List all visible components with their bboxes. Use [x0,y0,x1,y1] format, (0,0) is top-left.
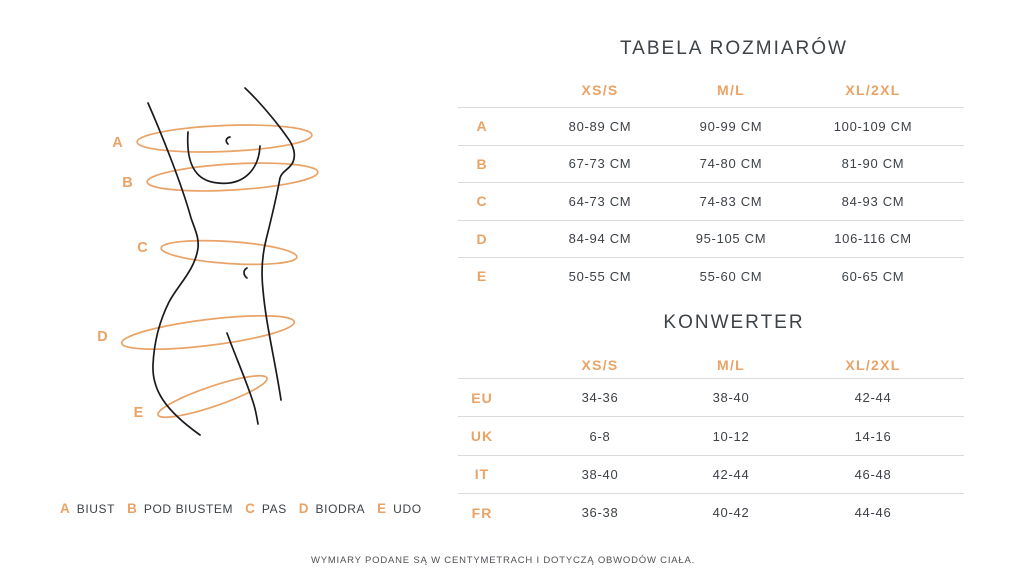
measurement-legend [60,501,422,516]
legend-letter: C [245,501,255,516]
nipple-mark [226,137,230,144]
legend-label: BIUST [76,502,116,516]
size-table-body [458,107,964,295]
converter-column-xl2xl: XL/2XL [845,357,901,373]
legend-letter: B [127,501,137,516]
converter-cell: 42-44 [854,390,892,406]
converter-cell: 10-12 [712,428,750,444]
size-column-xss: XS/S [581,82,619,98]
legend-item-underbust [127,501,233,516]
legend-label: UDO [393,502,422,516]
legend-label: PAS [261,502,287,516]
size-cell: 60-65 CM [841,268,905,284]
body-diagram [90,80,340,450]
converter-cell: 46-48 [854,466,892,482]
converter-row-fr [458,493,964,531]
size-cell: 55-60 CM [699,268,763,284]
size-table-row-c [458,182,964,220]
size-cell: 74-83 CM [699,193,763,209]
size-cell: 81-90 CM [841,156,905,172]
converter-table-header [458,354,964,376]
legend-item-thigh [377,501,421,516]
navel-mark [244,268,247,278]
size-cell: 95-105 CM [695,231,767,247]
converter-cell: 38-40 [581,466,619,482]
legend-label: POD BIUSTEM [143,502,234,516]
size-cell: 74-80 CM [699,156,763,172]
legend-item-hips [299,501,365,516]
converter-cell: 40-42 [712,505,750,521]
size-cell: 100-109 CM [833,118,913,134]
footer-note: WYMIARY PODANE SĄ W CENTYMETRACH I DOTYCZĄ OBWODÓW CIAŁA. [310,555,696,566]
converter-cell: 14-16 [854,428,892,444]
row-label-eu: EU [471,389,493,406]
size-cell: 106-116 CM [834,231,912,247]
row-label-e: E [476,268,488,285]
size-column-xl2xl: XL/2XL [845,82,901,98]
figure-marker-c: C [137,240,149,256]
row-label-a: A [476,118,488,135]
thigh-ellipse [155,369,270,425]
legend-label: BIODRA [315,502,366,516]
legend-letter: E [377,501,387,516]
underbust-ellipse [146,159,318,195]
size-table-title: TABELA ROZMIARÓW [619,38,848,59]
converter-cell: 6-8 [589,428,611,444]
size-cell: 64-73 CM [568,193,632,209]
row-label-b: B [476,155,488,172]
size-cell: 84-94 CM [568,231,632,247]
converter-column-ml: M/L [716,357,745,373]
tables-panel [458,0,964,584]
converter-cell: 36-38 [581,505,619,521]
row-label-d: D [476,230,488,247]
header-spacer [458,79,520,101]
header-spacer [458,354,520,376]
figure-marker-d: D [97,329,109,345]
size-table-row-e [458,257,964,295]
legend-item-waist [245,501,287,516]
size-cell: 84-93 CM [841,193,905,209]
legend-letter: A [60,501,70,516]
row-label-uk: UK [470,428,494,445]
converter-column-xss: XS/S [581,357,619,373]
size-cell: 90-99 CM [699,118,763,134]
row-label-fr: FR [471,504,493,521]
converter-row-eu [458,378,964,416]
converter-table-body [458,378,964,532]
converter-row-uk [458,416,964,454]
size-column-ml: M/L [716,82,745,98]
size-table-row-b [458,145,964,183]
size-cell: 50-55 CM [568,268,632,284]
row-label-c: C [476,193,488,210]
converter-cell: 44-46 [854,505,892,521]
legend-item-bust [60,501,115,516]
converter-row-it [458,455,964,493]
waist-ellipse [160,237,297,268]
size-table-row-a [458,107,964,145]
body-back-outline [148,103,200,435]
converter-cell: 38-40 [712,390,750,406]
figure-marker-e: E [133,405,145,421]
size-cell: 80-89 CM [568,118,632,134]
row-label-it: IT [474,466,490,483]
figure-marker-b: B [122,175,134,191]
converter-cell: 42-44 [712,466,750,482]
size-table-row-d [458,220,964,258]
figure-marker-a: A [112,135,124,151]
size-cell: 67-73 CM [568,156,632,172]
breast-curve [188,132,260,183]
legend-letter: D [298,501,309,516]
size-table-header [458,79,964,101]
converter-cell: 34-36 [581,390,619,406]
converter-table-title: KONWERTER [663,312,805,333]
